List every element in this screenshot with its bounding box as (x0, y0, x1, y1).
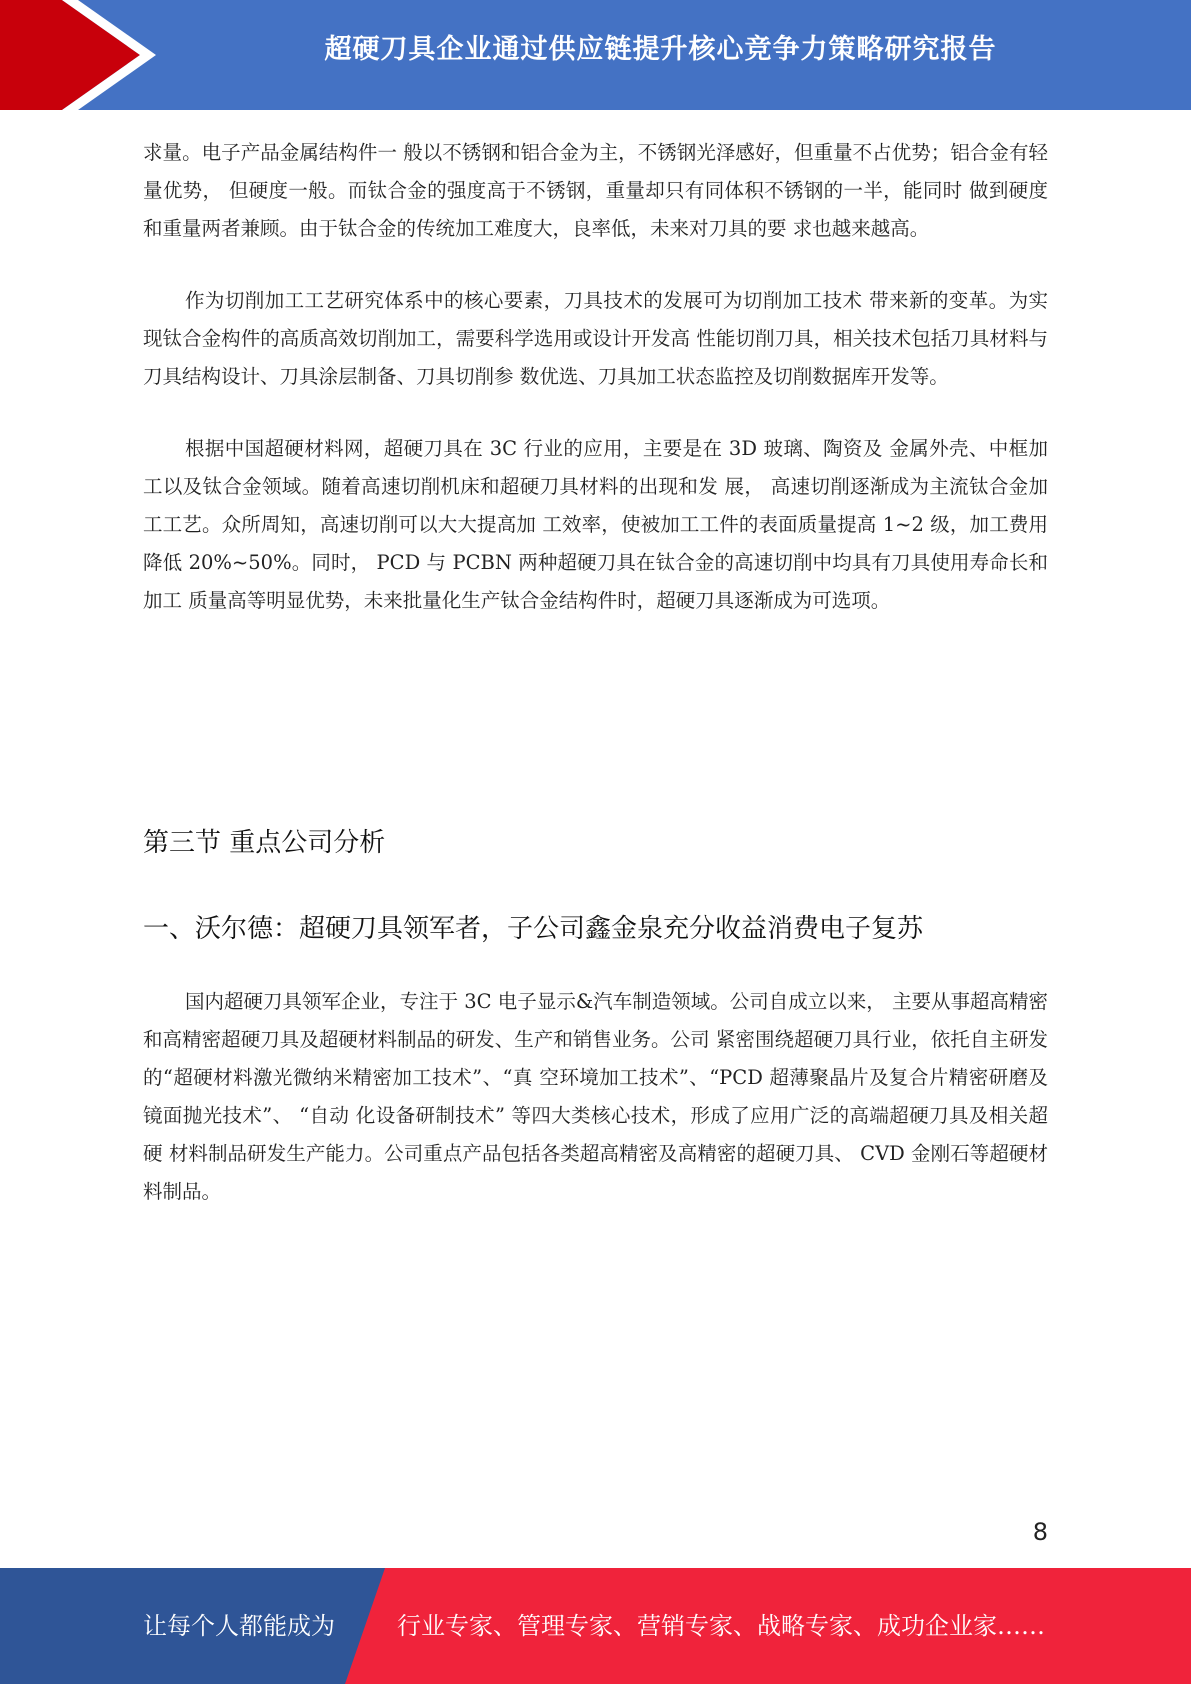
body-content (143, 134, 1048, 620)
footer-band (0, 1568, 1191, 1684)
section-title: 第三节 重点公司分析 (143, 828, 386, 858)
page-number: 8 (1032, 1518, 1048, 1546)
paragraph: 求量。电子产品金属结构件一 般以不锈钢和铝合金为主，不锈钢光泽感好，但重量不占优势；铝合金有轻量优势， 但硬度一般。而钛合金的强度高于不锈钢，重量却只有同体积不锈钢的一半，能同时 做到硬度和重量两者兼顾。由于钛合金的传统加工难度大，良率低，未来对刀具的要 求也越来越高。 (143, 141, 1048, 240)
paragraph: 国内超硬刀具领军企业，专注于 3C 电子显示&汽车制造领域。公司自成立以来， 主要从事超高精密和高精密超硬刀具及超硬材料制品的研发、生产和销售业务。公司 紧密围绕超硬刀具行业，依托自主研发的“超硬材料激光微纳米精密加工技术”、“真 空环境加工技术”、“PCD 超薄聚晶片及复合片精密研磨及镜面抛光技术”、 “自动 化设备研制技术” 等四大类核心技术，形成了应用广泛的高端超硬刀具及相关超硬 材料制品研发生产能力。公司重点产品包括各类超高精密及高精密的超硬刀具、 CVD 金刚石等超硬材料制品。 (143, 990, 1048, 1203)
header-band (0, 0, 1191, 110)
subsection-content (143, 983, 1048, 1211)
report-title: 超硬刀具企业通过供应链提升核心竞争力策略研究报告 (324, 34, 997, 65)
paragraph: 作为切削加工工艺研究体系中的核心要素，刀具技术的发展可为切削加工技术 带来新的变革。为实现钛合金构件的高质高效切削加工，需要科学选用或设计开发高 性能切削刀具，相关技术包括刀具材料与刀具结构设计、刀具涂层制备、刀具切削参 数优选、刀具加工状态监控及切削数据库开发等。 (143, 289, 1048, 388)
paragraph: 根据中国超硬材料网，超硬刀具在 3C 行业的应用，主要是在 3D 玻璃、陶资及 金属外壳、中框加工以及钛合金领域。随着高速切削机床和超硬刀具材料的出现和发 展， 高速切削逐渐成为主流钛合金加工工艺。众所周知，高速切削可以大大提高加 工效率，使被加工工件的表面质量提高 1~2 级，加工费用降低 20%~50%。同时， PCD 与 PCBN 两种超硬刀具在钛合金的高速切削中均具有刀具使用寿命长和加工 质量高等明显优势，未来批量化生产钛合金结构件时，超硬刀具逐渐成为可选项。 (143, 437, 1048, 612)
footer-slogan-lead: 让每个人都能成为 (143, 1612, 335, 1640)
subsection-title: 一、沃尔德：超硬刀具领军者，子公司鑫金泉充分收益消费电子复苏 (143, 914, 924, 944)
footer-slogan-roles: 行业专家、管理专家、营销专家、战略专家、成功企业家…… (397, 1612, 1045, 1640)
header-arrow-decoration (0, 0, 160, 110)
